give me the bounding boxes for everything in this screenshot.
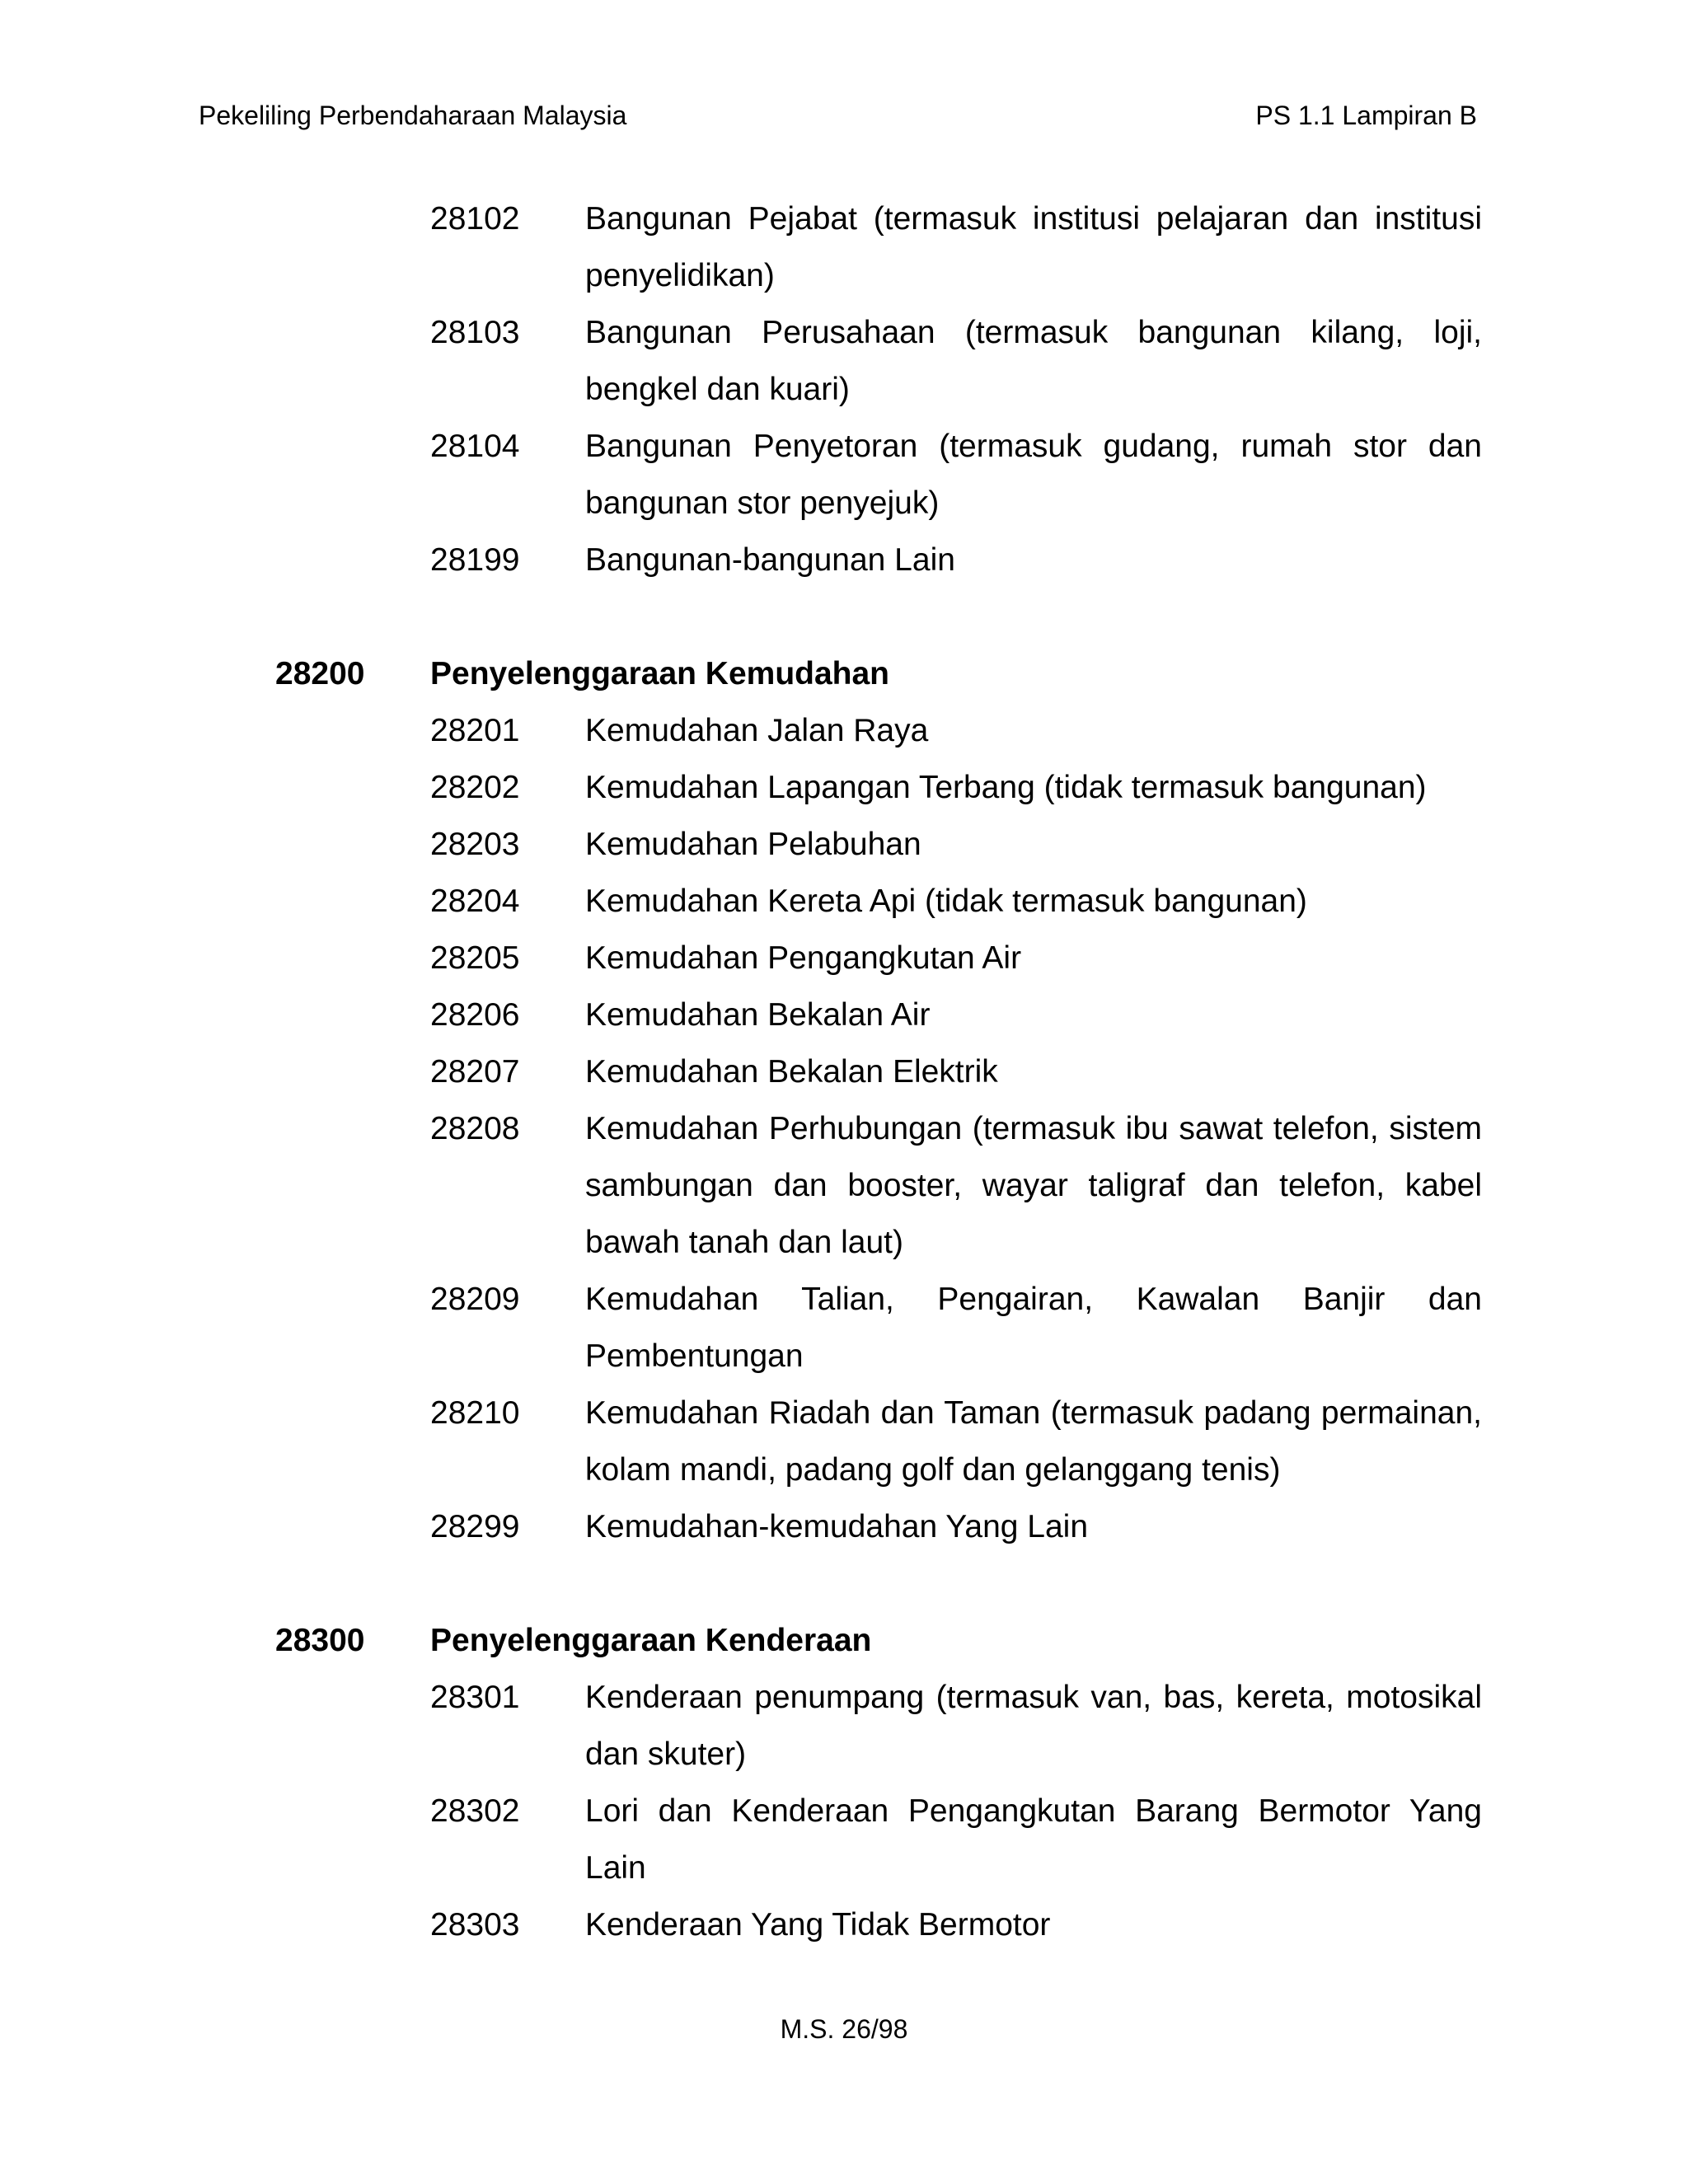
list-item [275,532,1482,588]
list-item [275,1271,1482,1385]
item-description: Kemudahan Bekalan Air [585,997,931,1033]
item-code: 28202 [430,770,520,805]
item-description: Kemudahan-kemudahan Yang Lain [585,1509,1089,1544]
item-description: Kemudahan Bekalan Elektrik [585,1054,998,1090]
item-description: Bangunan Perusahaan (termasuk bangunan kilang, loji, bengkel dan kuari) [585,315,1482,407]
section-heading [275,1612,1482,1669]
item-code: 28203 [430,827,520,862]
page-number: M.S. 26/98 [780,2014,908,2044]
document-header-reference: PS 1.1 Lampiran B [1255,101,1477,130]
list-item [275,1043,1482,1100]
item-description: Kemudahan Perhubungan (termasuk ibu sawat telefon, sistem sambungan dan booster, wayar taligraf dan telefon, kabel bawah tanah dan laut) [585,1111,1482,1260]
list-item [275,304,1482,418]
item-code: 28206 [430,997,520,1033]
item-description: Bangunan-bangunan Lain [585,542,955,578]
list-item [275,1498,1482,1555]
section-heading [275,645,1482,702]
list-item [275,1783,1482,1896]
item-description: Kemudahan Lapangan Terbang (tidak termasuk bangunan) [585,770,1427,805]
list-item [275,759,1482,816]
item-code: 28208 [430,1111,520,1146]
list-item [275,1100,1482,1271]
item-code: 28201 [430,713,520,748]
list-item [275,1669,1482,1783]
item-code: 28207 [430,1054,520,1090]
item-code: 28210 [430,1395,520,1431]
item-description: Kemudahan Talian, Pengairan, Kawalan Banjir dan Pembentungan [585,1282,1482,1374]
item-code: 28209 [430,1282,520,1317]
item-code: 28103 [430,315,520,350]
item-code: 28104 [430,429,520,464]
item-description: Lori dan Kenderaan Pengangkutan Barang Bermotor Yang Lain [585,1793,1482,1886]
item-code: 28205 [430,940,520,976]
section-title: Penyelenggaraan Kenderaan [430,1623,872,1658]
item-code: 28303 [430,1907,520,1943]
item-description: Kenderaan penumpang (termasuk van, bas, kereta, motosikal dan skuter) [585,1680,1482,1772]
section-spacer [275,588,1482,645]
list-item [275,702,1482,759]
list-item [275,190,1482,304]
item-description: Kemudahan Riadah dan Taman (termasuk padang permainan, kolam mandi, padang golf dan gelanggang tenis) [585,1395,1482,1488]
code-list [275,190,1482,1953]
list-item [275,418,1482,532]
section-title: Penyelenggaraan Kemudahan [430,656,890,691]
item-description: Kemudahan Pengangkutan Air [585,940,1022,976]
list-item [275,1385,1482,1498]
item-description: Kenderaan Yang Tidak Bermotor [585,1907,1051,1943]
item-code: 28199 [430,542,520,578]
item-code: 28204 [430,883,520,919]
document-header-title: Pekeliling Perbendaharaan Malaysia [199,101,627,130]
item-code: 28102 [430,201,520,237]
item-description: Bangunan Penyetoran (termasuk gudang, rumah stor dan bangunan stor penyejuk) [585,429,1482,521]
section-code: 28300 [275,1623,365,1658]
item-description: Kemudahan Jalan Raya [585,713,929,748]
item-code: 28302 [430,1793,520,1829]
list-item [275,930,1482,987]
list-item [275,873,1482,930]
item-description: Kemudahan Kereta Api (tidak termasuk bangunan) [585,883,1307,919]
item-description: Kemudahan Pelabuhan [585,827,921,862]
item-code: 28299 [430,1509,520,1544]
section-spacer [275,1555,1482,1612]
item-code: 28301 [430,1680,520,1715]
item-description: Bangunan Pejabat (termasuk institusi pelajaran dan institusi penyelidikan) [585,201,1482,293]
list-item [275,816,1482,873]
list-item [275,1896,1482,1953]
section-code: 28200 [275,656,365,691]
list-item [275,987,1482,1043]
